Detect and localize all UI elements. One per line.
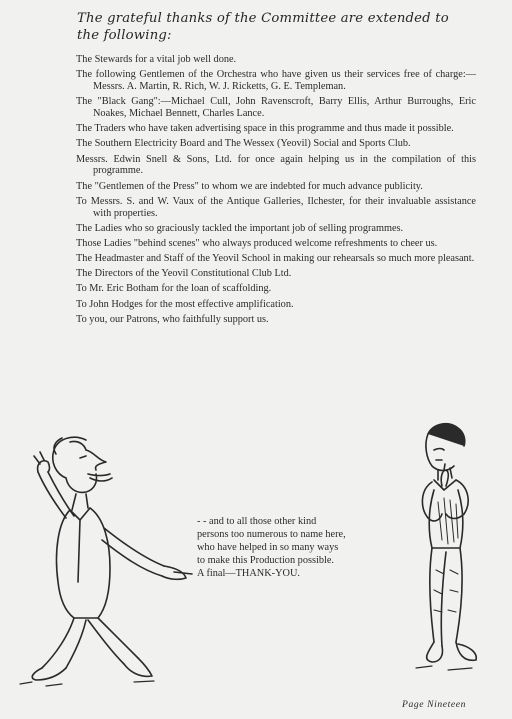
acknowledgement-item: The Stewards for a vital job well done. <box>76 54 237 65</box>
acknowledgement-item: The "Black Gang":—Michael Cull, John Ravenscroft, Barry Ellis, Arthur Burroughs, Eric Noakes, Michael Bennett, Charles Lance. <box>76 96 476 119</box>
shy-man-icon <box>398 420 490 682</box>
acknowledgement-item: The Ladies who so graciously tackled the important job of selling programmes. <box>76 222 404 234</box>
acknowledgements-list <box>76 54 476 329</box>
closing-message <box>197 516 389 581</box>
acknowledgement-item: The Southern Electricity Board and The Wessex (Yeovil) Social and Sports Club. <box>76 138 411 150</box>
closing-line: - - and to all those other kind <box>197 516 317 527</box>
acknowledgement-item: Those Ladies "behind scenes" who always produced welcome refreshments to cheer us. <box>76 237 438 249</box>
acknowledgement-item: To you, our Patrons, who faithfully support us. <box>76 313 269 325</box>
closing-line: to make this Production possible. <box>197 554 334 566</box>
acknowledgement-item: The following Gentlemen of the Orchestra who have given us their services free of charge:—Messrs. A. Martin, R. Rich, W. J. Ricketts, G. E. Templeman. <box>76 69 476 92</box>
closing-line: persons too numerous to name here, <box>197 528 346 540</box>
acknowledgement-item: To Mr. Eric Botham for the loan of scaffolding. <box>76 283 272 295</box>
acknowledgement-item: The "Gentlemen of the Press" to whom we are indebted for much advance publicity. <box>76 180 423 192</box>
acknowledgement-item: The Headmaster and Staff of the Yeovil School in making our rehearsals so much more pleasant. <box>76 253 475 265</box>
acknowledgement-item: Messrs. Edwin Snell & Sons, Ltd. for once again helping us in the compilation of this programme. <box>76 153 476 177</box>
acknowledgement-item: The Traders who have taken advertising space in this programme and thus made it possible. <box>76 123 454 135</box>
closing-line: who have helped in so many ways <box>197 541 339 553</box>
gesturing-man-icon <box>14 432 219 692</box>
page-heading: The grateful thanks of the Committee are extended to the following: <box>77 11 449 43</box>
closing-line: A final—THANK-YOU. <box>197 567 300 579</box>
page-number: Page Nineteen <box>401 699 466 710</box>
acknowledgement-item: To Messrs. S. and W. Vaux of the Antique Galleries, Ilchester, for their invaluable assistance with properties. <box>76 195 476 219</box>
acknowledgement-item: To John Hodges for the most effective amplification. <box>76 298 294 310</box>
acknowledgement-item: The Directors of the Yeovil Constitutional Club Ltd. <box>76 268 292 280</box>
